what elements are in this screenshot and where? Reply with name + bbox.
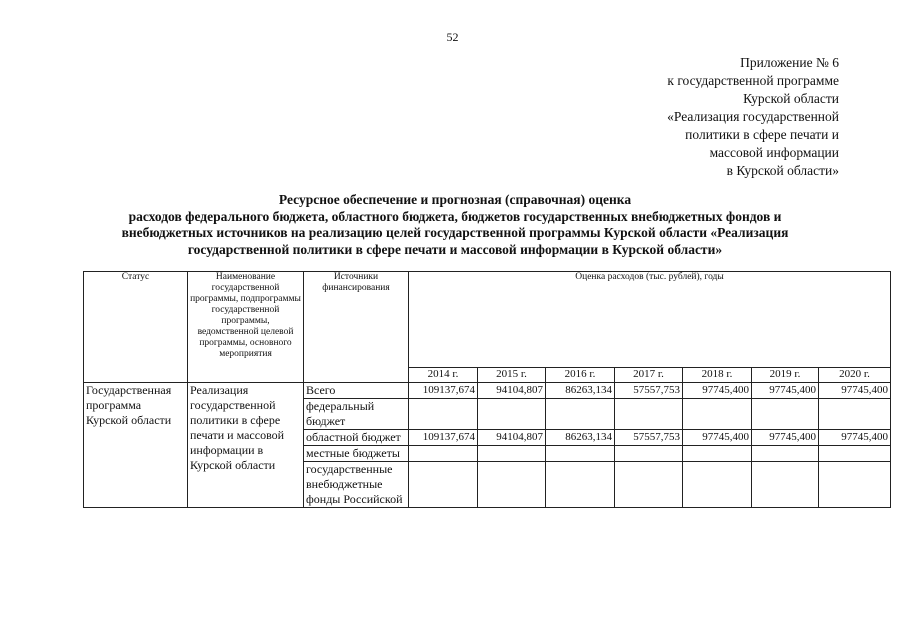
- status-cell: Государственная программа Курской области: [84, 383, 188, 508]
- value-cell: [615, 446, 683, 462]
- value-cell: [752, 462, 819, 508]
- value-cell: 57557,753: [615, 383, 683, 399]
- value-cell: [409, 446, 478, 462]
- value-cell: [683, 446, 752, 462]
- annex-line: политики в сфере печати и: [685, 127, 839, 142]
- value-cell: [819, 399, 891, 430]
- value-cell: 97745,400: [819, 430, 891, 446]
- value-cell: 109137,674: [409, 430, 478, 446]
- title-line: Ресурсное обеспечение и прогнозная (справочная) оценка: [278, 192, 632, 207]
- value-cell: [478, 462, 546, 508]
- header-year: 2018 г.: [683, 368, 752, 383]
- title-line: расходов федерального бюджета, областного бюджета, бюджетов государственных внебюджетных фондов и: [128, 208, 782, 224]
- header-year: 2015 г.: [478, 368, 546, 383]
- value-cell: 94104,807: [478, 430, 546, 446]
- value-cell: [819, 446, 891, 462]
- value-cell: [546, 399, 615, 430]
- value-cell: [478, 399, 546, 430]
- value-cell: 97745,400: [819, 383, 891, 399]
- value-cell: [683, 399, 752, 430]
- value-cell: 86263,134: [546, 430, 615, 446]
- header-year: 2014 г.: [409, 368, 478, 383]
- header-year: 2016 г.: [546, 368, 615, 383]
- annex-line: Курской области: [743, 91, 839, 106]
- header-source: Источники финансирования: [304, 272, 409, 383]
- header-status: Статус: [84, 272, 188, 383]
- annex-line: «Реализация государственной: [667, 109, 839, 124]
- funding-table: [83, 271, 891, 508]
- title-line: внебюджетных источников на реализацию целей государственной программы Курской области «Реализация: [121, 225, 789, 240]
- value-cell: 94104,807: [478, 383, 546, 399]
- value-cell: [409, 462, 478, 508]
- value-cell: 97745,400: [752, 383, 819, 399]
- annex-line: Приложение № 6: [740, 55, 839, 70]
- value-cell: 86263,134: [546, 383, 615, 399]
- value-cell: [546, 446, 615, 462]
- value-cell: 57557,753: [615, 430, 683, 446]
- value-cell: 109137,674: [409, 383, 478, 399]
- value-cell: [478, 446, 546, 462]
- value-cell: [615, 399, 683, 430]
- value-cell: 97745,400: [752, 430, 819, 446]
- header-year: 2020 г.: [819, 368, 891, 383]
- source-cell: областной бюджет: [304, 430, 409, 446]
- value-cell: [615, 462, 683, 508]
- source-cell: Всего: [304, 383, 409, 399]
- header-name: Наименование государственной программы, подпрограммы государственной программы, ведомственной целевой программы, основного мероприятия: [188, 272, 304, 383]
- value-cell: [819, 462, 891, 508]
- header-estimate: Оценка расходов (тыс. рублей), годы: [409, 272, 891, 368]
- value-cell: [546, 462, 615, 508]
- header-year: 2019 г.: [752, 368, 819, 383]
- annex-line: в Курской области»: [726, 163, 839, 178]
- value-cell: [409, 399, 478, 430]
- table-row: [84, 383, 891, 399]
- header-year: 2017 г.: [615, 368, 683, 383]
- annex-line: массовой информации: [709, 145, 839, 160]
- annex-line: к государственной программе: [667, 73, 839, 88]
- title-line: государственной политики в сфере печати и массовой информации в Курской области»: [187, 241, 723, 257]
- source-cell: государственные внебюджетные фонды Российской: [304, 462, 409, 508]
- value-cell: 97745,400: [683, 383, 752, 399]
- value-cell: [752, 446, 819, 462]
- value-cell: [752, 399, 819, 430]
- source-cell: федеральный бюджет: [304, 399, 409, 430]
- annex-heading: [619, 54, 839, 180]
- document-title: [60, 192, 850, 258]
- source-cell: местные бюджеты: [304, 446, 409, 462]
- value-cell: [683, 462, 752, 508]
- value-cell: 97745,400: [683, 430, 752, 446]
- page-number: 52: [446, 30, 459, 44]
- program-name-cell: Реализация государственной политики в сфере печати и массовой информации в Курской области: [188, 383, 304, 508]
